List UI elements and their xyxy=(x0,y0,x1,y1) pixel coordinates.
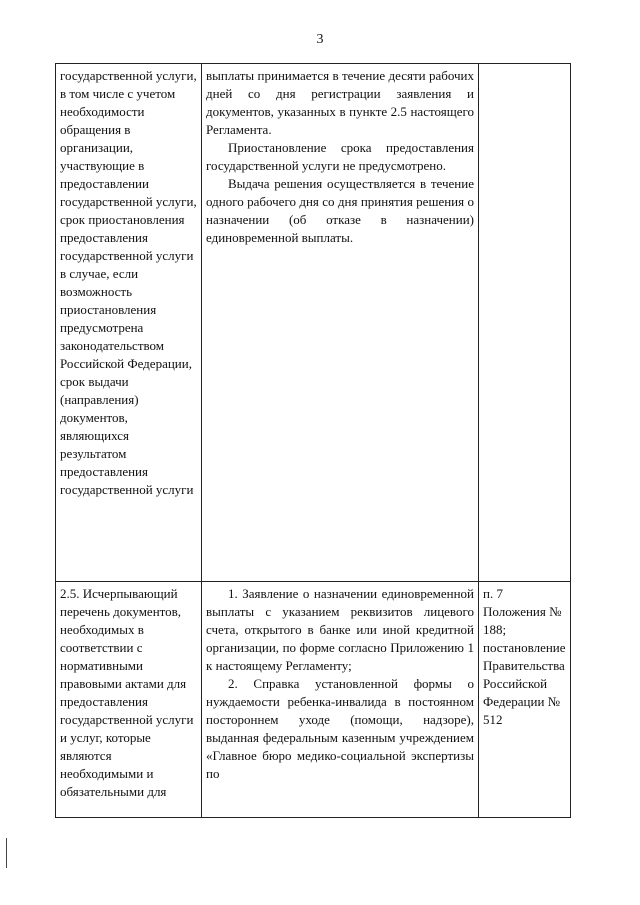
table-row xyxy=(56,64,571,582)
paragraph: Приостановление срока предоставления государственной услуги не предусмотрено. xyxy=(206,140,474,173)
page-number: 3 xyxy=(316,32,324,47)
paragraph: выплаты принимается в течение десяти рабочих дней со дня регистрации заявления и документов, указанных в пункте 2.5 настоящего Регламента. xyxy=(206,68,474,137)
description-cell xyxy=(202,582,479,818)
paragraph: Выдача решения осуществляется в течение одного рабочего дня со дня принятия решения о назначении (об отказе в назначении) единовременной выплаты. xyxy=(206,176,474,245)
legal-basis-cell: п. 7 Положения № 188; постановление Правительства Российской Федерации № 512 xyxy=(479,582,571,818)
legal-basis-cell xyxy=(479,64,571,582)
regulation-table xyxy=(55,63,571,818)
description-cell xyxy=(202,64,479,582)
table-row xyxy=(56,582,571,818)
requirement-cell: 2.5. Исчерпывающий перечень документов, необходимых в соответствии с нормативными правовыми актами для предоставления государственной услуги и услуг, которые являются необходимыми и обязательными для xyxy=(56,582,202,818)
paragraph: 1. Заявление о назначении единовременной выплаты с указанием реквизитов лицевого счета, открытого в банке или иной кредитной организации, по форме согласно Приложению 1 к настоящему Регламенту; xyxy=(206,586,474,673)
paragraph: 2. Справка установленной формы о нуждаемости ребенка-инвалида в постоянном постороннем уходе (помощи, надзоре), выданная федеральным казенным учреждением «Главное бюро медико-социальной экспертизы по xyxy=(206,676,474,781)
scan-margin-line xyxy=(6,838,7,868)
requirement-cell: государственной услуги, в том числе с учетом необходимости обращения в организации, участвующие в предоставлении государственной услуги, срок приостановления предоставления государственной услуги в случае, если возможность приостановления предусмотрена законодательством Российской Федерации, срок выдачи (направления) документов, являющихся результатом предоставления государственной услуги xyxy=(56,64,202,582)
